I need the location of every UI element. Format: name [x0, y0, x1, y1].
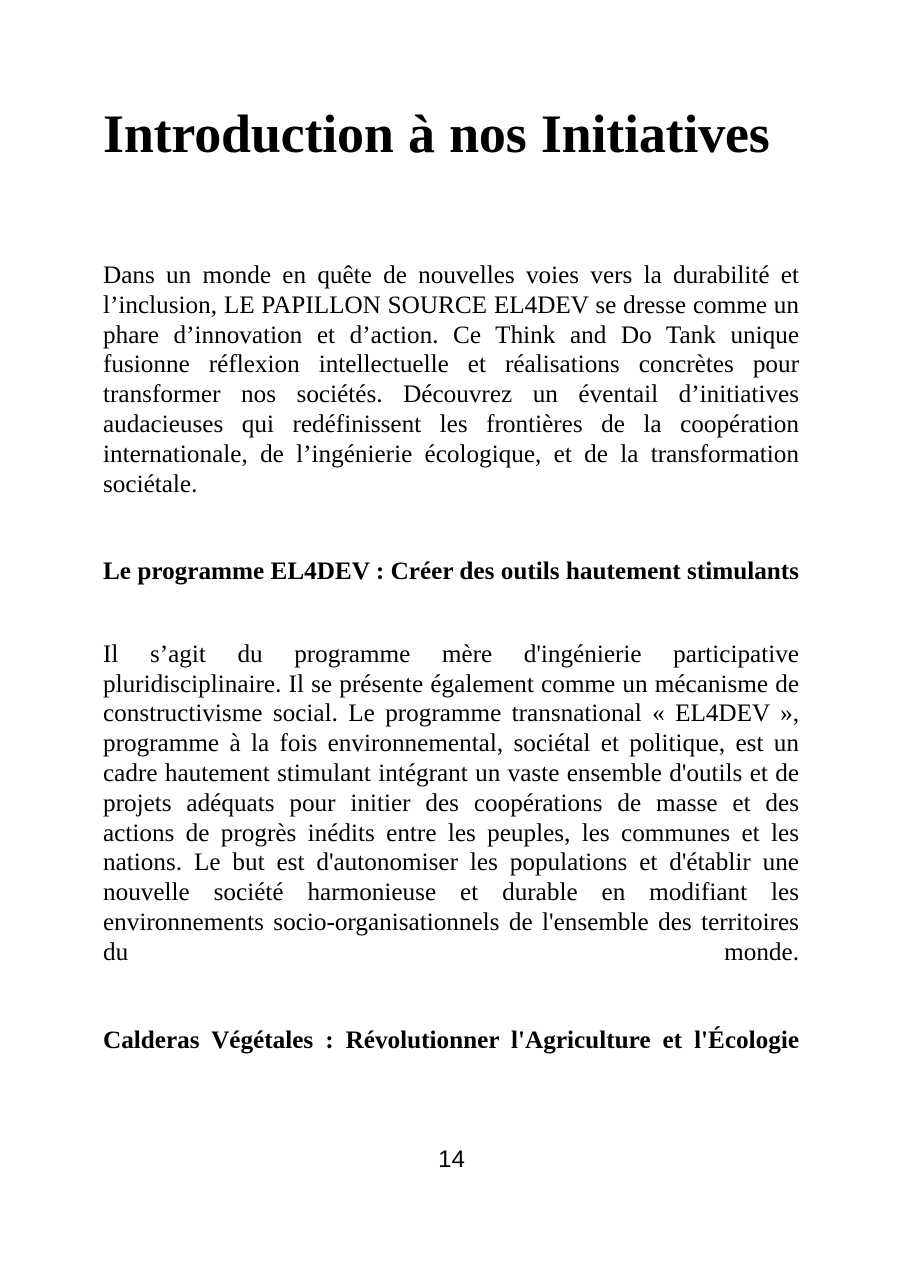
page-title: Introduction à nos Initiatives	[103, 104, 770, 164]
page-content	[103, 0, 799, 1086]
paragraph-intro: Dans un monde en quête de nouvelles voies vers la durabilité et l’inclusion, LE PAPILLON SOURCE EL4DEV se dresse comme un phare d’innovation et d’action. Ce Think and Do Tank unique fusionne réflexion intellectuelle et réalisations concrètes pour transformer nos sociétés. Découvrez un éventail d’initiatives audacieuses qui redéfinissent les frontières de la coopération internationale, de l’ingénierie écologique, et de la transformation sociétale.	[103, 262, 799, 498]
heading-le-programme-el4dev: Le programme EL4DEV : Créer des outils hautement stimulants	[103, 558, 799, 586]
page-number: 14	[438, 1146, 465, 1173]
heading-calderas-vegetales: Calderas Végétales : Révolutionner l'Agriculture et l'Écologie	[103, 1027, 799, 1055]
paragraph-el4dev-body: Il s’agit du programme mère d'ingénierie participative pluridisciplinaire. Il se présente également comme un mécanisme de constructivisme social. Le programme transnational « EL4DEV », programme à la fois environnemental, sociétal et politique, est un cadre hautement stimulant intégrant un vaste ensemble d'outils et de projets adéquats pour initier des coopérations de masse et des actions de progrès inédits entre les peuples, les communes et les nations. Le but est d'autonomiser les populations et d'établir une nouvelle société harmonieuse et durable en modifiant les environnements socio-organisationnels de l'ensemble des territoires du monde.	[103, 640, 799, 966]
